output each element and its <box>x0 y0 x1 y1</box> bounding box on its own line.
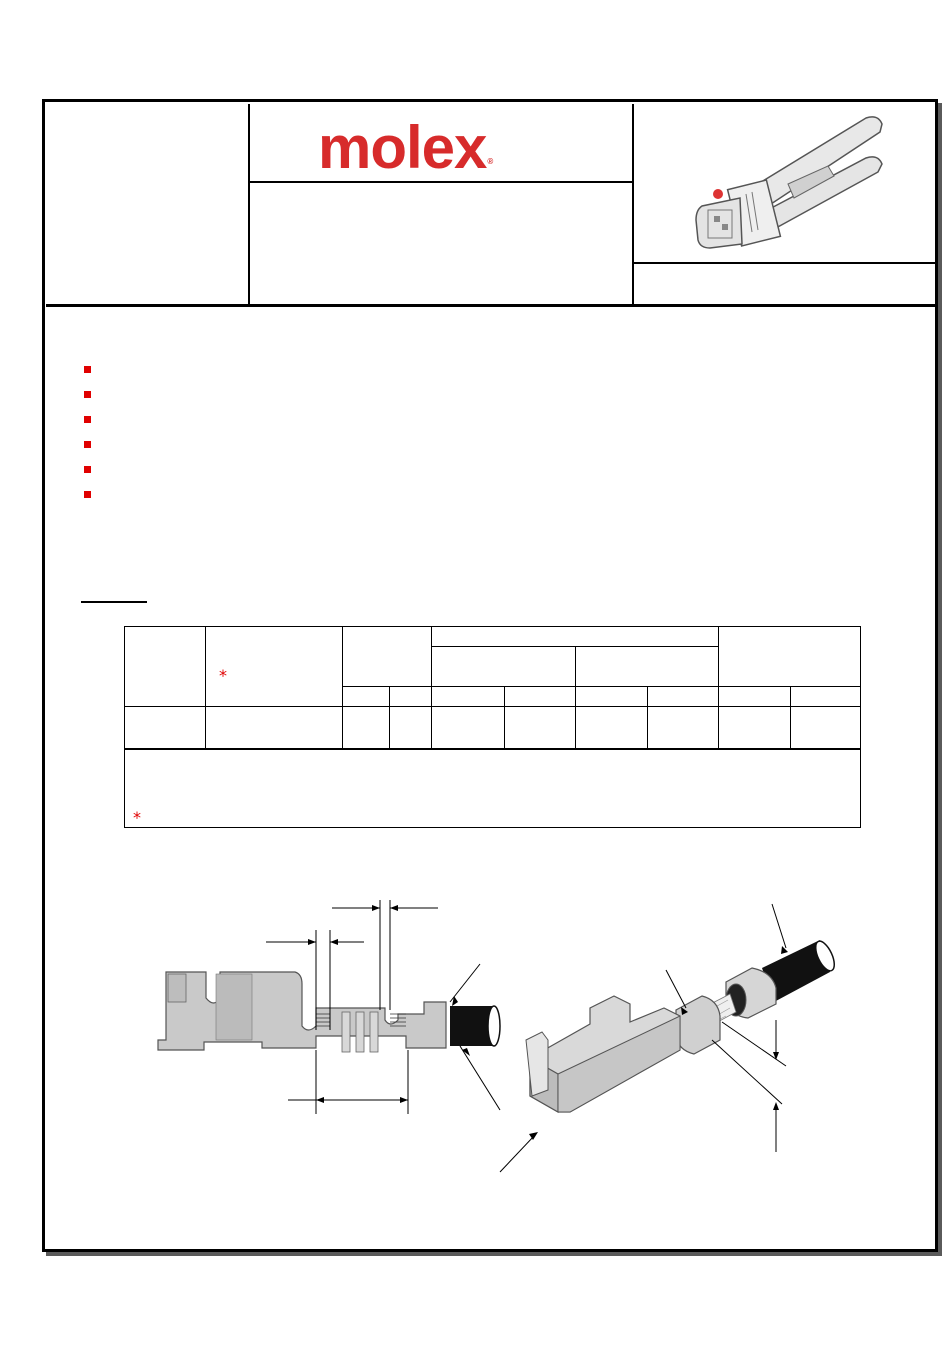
bullet-1 <box>84 366 91 373</box>
table-col-1 <box>205 627 206 748</box>
table-col-3 <box>389 686 390 748</box>
header-logo-rule <box>250 181 632 183</box>
table-rule-header-bottom <box>125 706 861 707</box>
bullet-3 <box>84 416 91 423</box>
bullet-4 <box>84 441 91 448</box>
terminal-side-view-drawing <box>150 890 510 1120</box>
molex-logo <box>318 114 493 181</box>
spec-table <box>124 626 861 828</box>
table-note-asterisk: * <box>133 808 141 827</box>
table-col-4 <box>431 627 432 748</box>
table-asterisk: * <box>219 666 227 685</box>
table-rule-body-bottom <box>125 748 861 750</box>
bullet-5 <box>84 466 91 473</box>
terminal-perspective-drawing <box>490 890 850 1190</box>
registered-mark: ® <box>487 157 493 166</box>
section-heading-underline <box>81 601 147 603</box>
header-image-rule <box>634 262 936 264</box>
table-col-2 <box>342 627 343 748</box>
header-divider-right <box>632 104 634 304</box>
header-divider-left <box>248 104 250 304</box>
table-col-8 <box>718 627 719 748</box>
bullet-2 <box>84 391 91 398</box>
bullet-6 <box>84 491 91 498</box>
table-col-6 <box>575 646 576 748</box>
header-bottom-rule <box>46 304 936 307</box>
table-rule-subheader <box>343 686 860 687</box>
table-col-7 <box>647 686 648 748</box>
table-col-5 <box>504 686 505 748</box>
logo-text: molex <box>318 114 487 181</box>
crimp-tool-image <box>688 110 888 260</box>
table-col-9 <box>790 686 791 748</box>
